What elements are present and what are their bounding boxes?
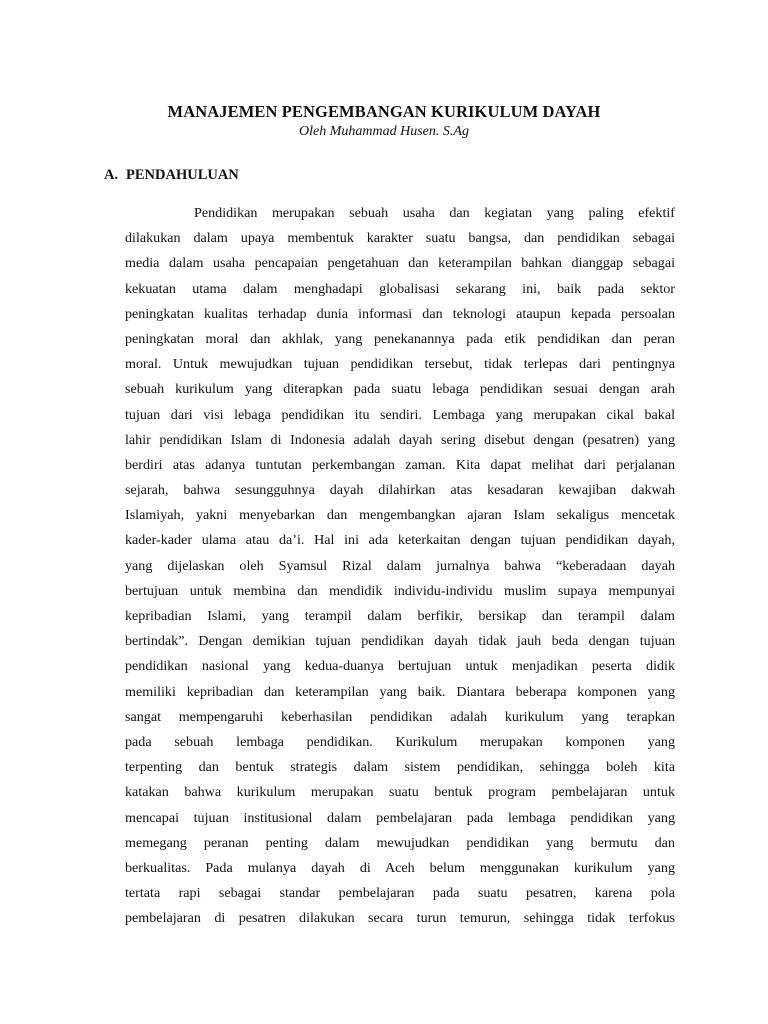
paragraph-line: tertata rapi sebagai standar pembelajaran pada suatu pesatren, karena pola <box>125 885 675 902</box>
paragraph-line: peningkatan kualitas terhadap dunia informasi dan teknologi ataupun kepada persoalan <box>125 305 675 322</box>
paragraph-line: tujuan dari visi lebaga pendidikan itu sendiri. Lembaga yang merupakan cikal bakal <box>125 406 675 423</box>
paragraph-line: memiliki kepribadian dan keterampilan yang baik. Diantara beberapa komponen yang <box>125 683 675 700</box>
paragraph-line: berkualitas. Pada mulanya dayah di Aceh belum menggunakan kurikulum yang <box>125 859 675 876</box>
paragraph-line: moral. Untuk mewujudkan tujuan pendidikan tersebut, tidak terlepas dari pentingnya <box>125 356 675 373</box>
paragraph-line: sangat mempengaruhi keberhasilan pendidikan adalah kurikulum yang terapkan <box>125 708 675 725</box>
body-paragraph <box>125 201 675 931</box>
document-author: Oleh Muhammad Husen. S.Ag <box>299 124 469 139</box>
paragraph-line: sejarah, bahwa sesungguhnya dayah dilahirkan atas kesadaran kewajiban dakwah <box>125 482 675 499</box>
paragraph-line: bertindak”. Dengan demikian tujuan pendidikan dayah tidak jauh beda dengan tujuan <box>125 633 675 650</box>
paragraph-line: peningkatan moral dan akhlak, yang penekanannya pada etik pendidikan dan peran <box>125 330 675 347</box>
paragraph-line: Pendidikan merupakan sebuah usaha dan kegiatan yang paling efektif <box>194 205 675 221</box>
section-heading-text: PENDAHULUAN <box>126 167 239 183</box>
paragraph-line: bertujuan untuk membina dan mendidik individu-individu muslim supaya mempunyai <box>125 582 675 599</box>
paragraph-line: media dalam usaha pencapaian pengetahuan dan keterampilan bahkan dianggap sebagai <box>125 255 675 272</box>
paragraph-line: kekuatan utama dalam menghadapi globalisasi sekarang ini, baik pada sektor <box>125 280 675 297</box>
paragraph-line: lahir pendidikan Islam di Indonesia adalah dayah sering disebut dengan (pesatren) yang <box>125 431 675 448</box>
paragraph-line: pembelajaran di pesatren dilakukan secara turun temurun, sehingga tidak terfokus <box>125 910 675 927</box>
paragraph-line: sebuah kurikulum yang diterapkan pada suatu lebaga pendidikan sesuai dengan arah <box>125 381 675 398</box>
document-title: MANAJEMEN PENGEMBANGAN KURIKULUM DAYAH <box>167 102 601 121</box>
section-heading <box>104 167 239 184</box>
paragraph-line: pendidikan nasional yang kedua-duanya bertujuan untuk menjadikan peserta didik <box>125 658 675 675</box>
paragraph-line: terpenting dan bentuk strategis dalam sistem pendidikan, sehingga boleh kita <box>125 759 675 776</box>
paragraph-line: memegang peranan penting dalam mewujudkan pendidikan yang bermutu dan <box>125 834 675 851</box>
paragraph-line: kepribadian Islami, yang terampil dalam berfikir, bersikap dan terampil dalam <box>125 608 675 624</box>
paragraph-line: katakan bahwa kurikulum merupakan suatu bentuk program pembelajaran untuk <box>125 784 675 801</box>
section-number: A. <box>104 167 119 183</box>
paragraph-line: kader-kader ulama atau da’i. Hal ini ada keterkaitan dengan tujuan pendidikan dayah, <box>125 532 675 549</box>
paragraph-line: dilakukan dalam upaya membentuk karakter suatu bangsa, dan pendidikan sebagai <box>125 230 675 247</box>
paragraph-line: Islamiyah, yakni menyebarkan dan mengembangkan ajaran Islam sekaligus mencetak <box>125 507 675 524</box>
paragraph-line: pada sebuah lembaga pendidikan. Kurikulum merupakan komponen yang <box>125 733 675 750</box>
paragraph-line: berdiri atas adanya tuntutan perkembangan zaman. Kita dapat melihat dari perjalanan <box>125 456 675 473</box>
paragraph-line: mencapai tujuan institusional dalam pembelajaran pada lembaga pendidikan yang <box>125 809 675 826</box>
paragraph-line: yang dijelaskan oleh Syamsul Rizal dalam jurnalnya bahwa “keberadaan dayah <box>125 557 675 574</box>
